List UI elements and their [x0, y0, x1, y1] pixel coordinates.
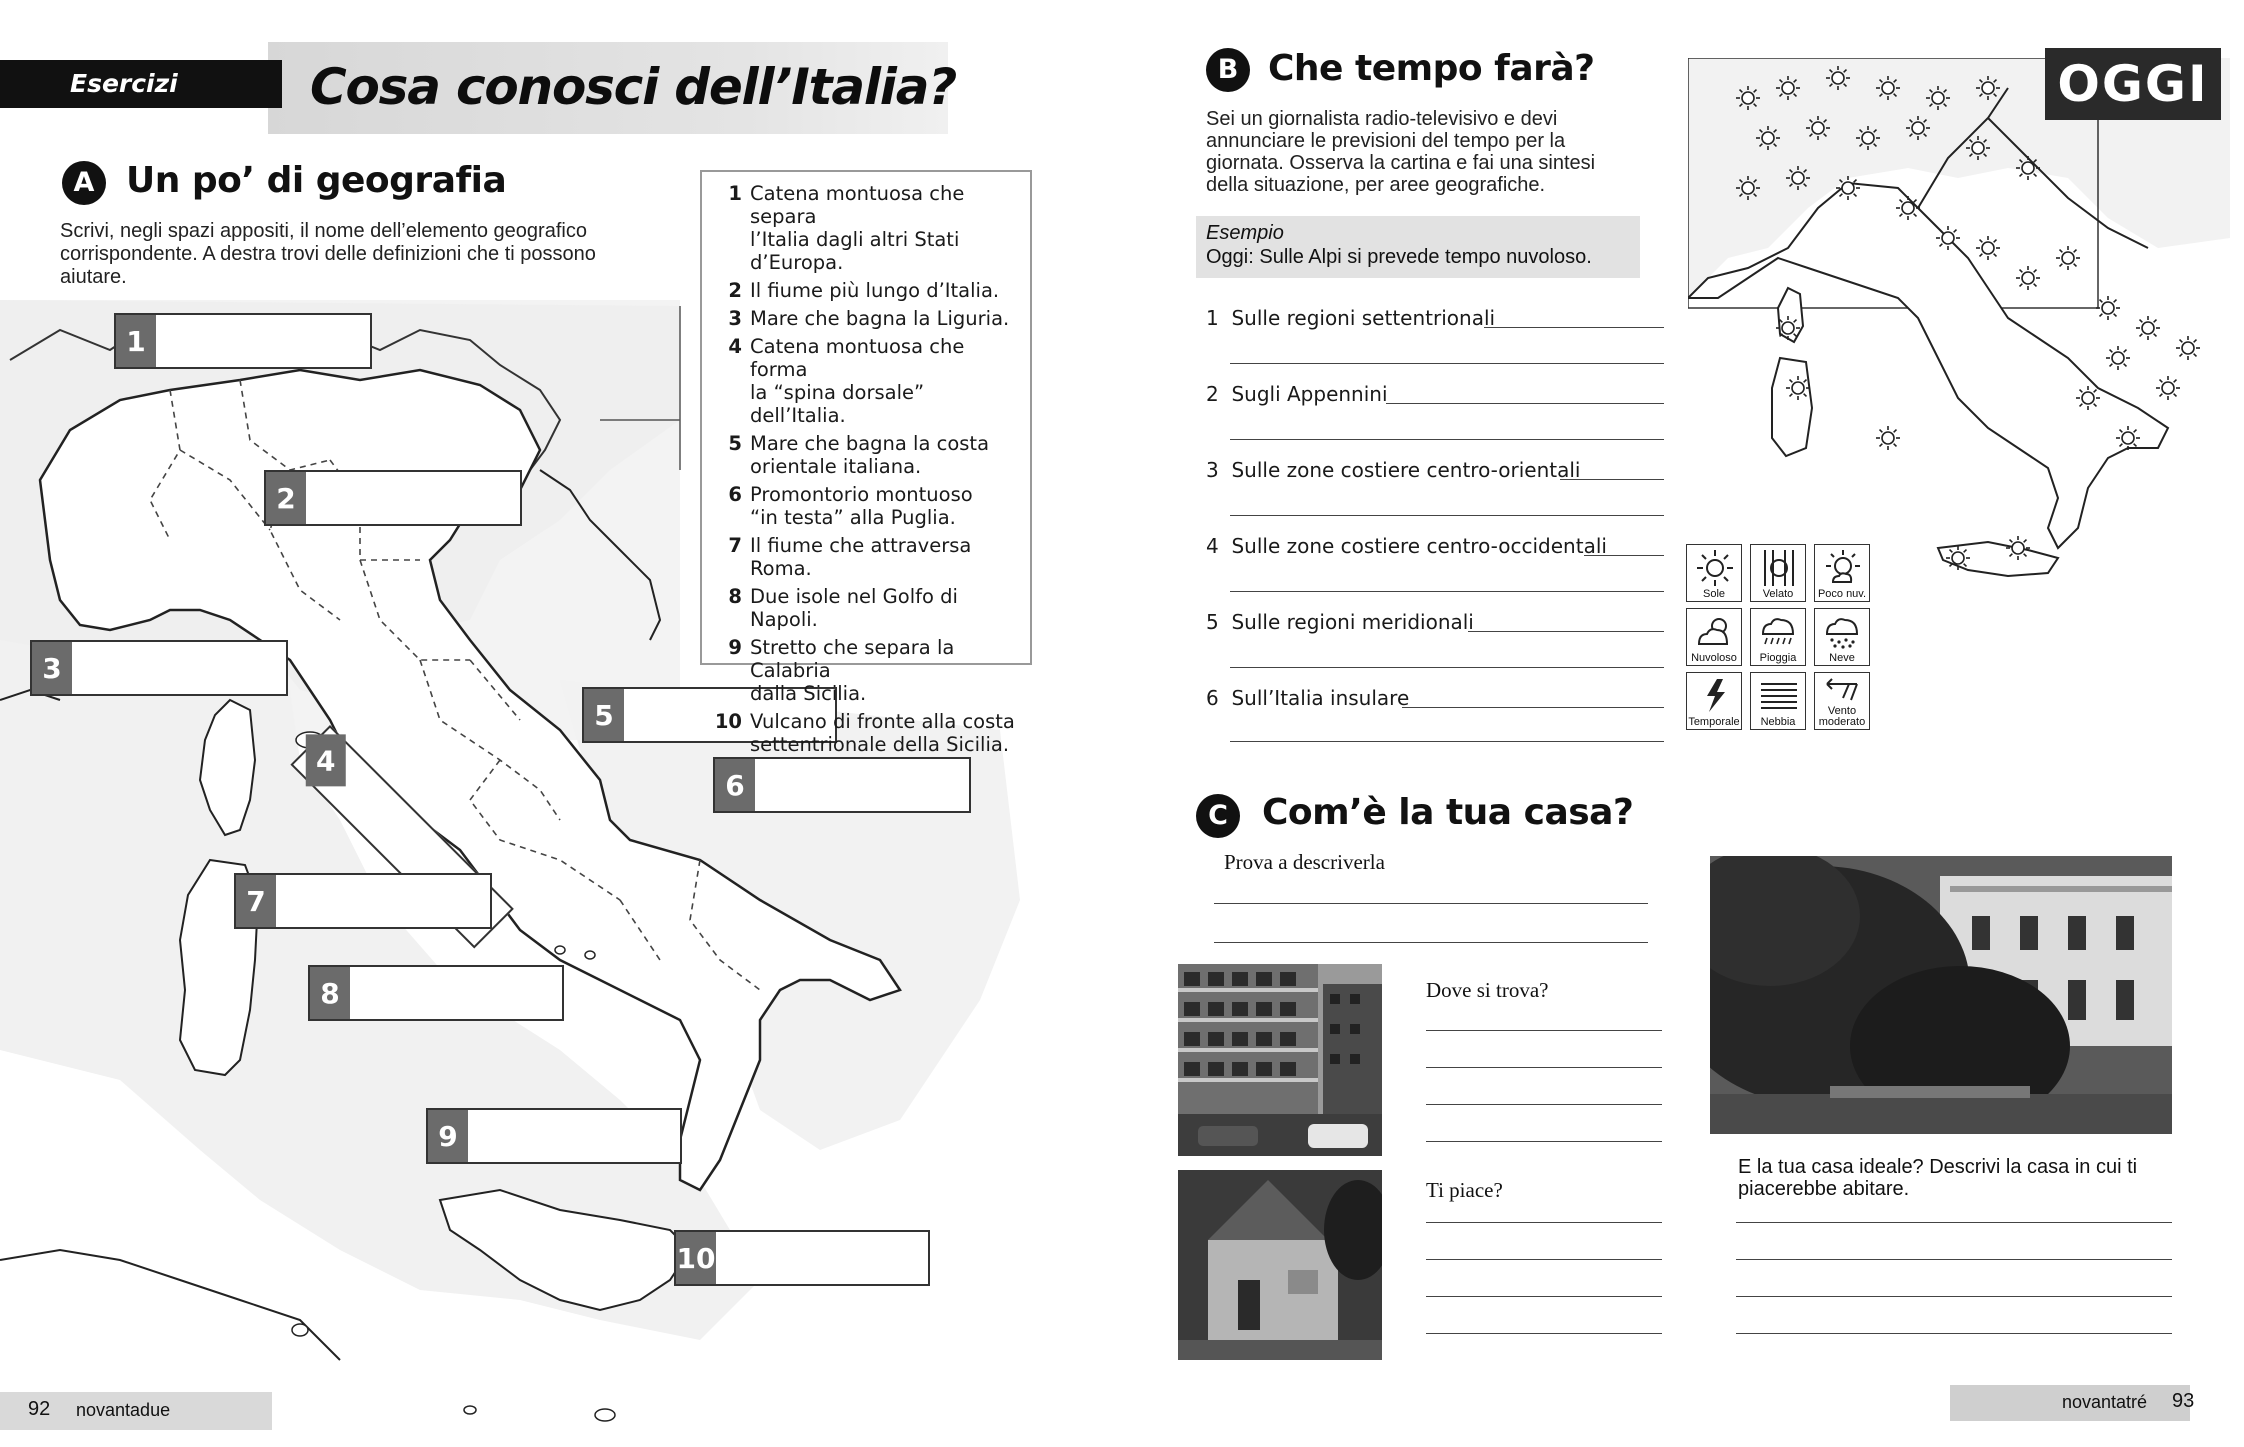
section-a-instructions: Scrivi, negli spazi appositi, il nome dell’elemento geografico corrispondente. A destra trovi delle definizioni che ti possono aiutare. — [60, 220, 596, 288]
section-c-title: Com’è la tua casa? — [1262, 792, 1634, 833]
map-label-3 — [30, 640, 288, 696]
partly-cloudy-icon — [1823, 548, 1863, 588]
answer-line[interactable] — [1484, 327, 1664, 328]
answer-line[interactable] — [1426, 1141, 1662, 1142]
map-label-1 — [114, 313, 372, 369]
map-label-input[interactable] — [276, 875, 490, 927]
answer-line[interactable] — [1426, 1333, 1662, 1334]
section-a-badge: A — [62, 161, 106, 205]
weather-sun-symbol — [1946, 546, 1970, 570]
answer-line[interactable] — [1736, 1222, 2172, 1223]
answer-line[interactable] — [1230, 515, 1664, 516]
section-c-badge: C — [1196, 794, 1240, 838]
weather-sun-symbol — [1806, 116, 1830, 140]
answer-line[interactable] — [1468, 631, 1664, 632]
weather-sun-symbol — [1966, 136, 1990, 160]
storm-icon — [1695, 676, 1735, 716]
weather-sun-symbol — [2016, 156, 2040, 180]
legend-cloudy: Nuvoloso — [1686, 608, 1742, 666]
map-label-input[interactable] — [156, 315, 370, 367]
rustic-house-photo — [1178, 1170, 1382, 1360]
section-b-badge: B — [1206, 48, 1250, 92]
answer-line[interactable] — [1584, 555, 1664, 556]
legend-fog: Nebbia — [1750, 672, 1806, 730]
legend-partly: Poco nuv. — [1814, 544, 1870, 602]
example-label: Esempio — [1206, 222, 1284, 244]
map-label-input[interactable] — [306, 472, 520, 524]
weather-sun-symbol — [1936, 226, 1960, 250]
apartment-building-photo — [1178, 964, 1382, 1156]
question-like: Ti piace? — [1426, 1178, 1503, 1202]
definition-item: 10 Vulcano di fronte alla costa settentrionale della Sicilia. — [714, 710, 1015, 756]
section-a-title: Un po’ di geografia — [126, 160, 507, 201]
map-label-number: 10 — [676, 1232, 716, 1284]
answer-line[interactable] — [1230, 439, 1664, 440]
weather-item: 6 Sull’Italia insulare — [1206, 686, 1410, 710]
map-label-9 — [426, 1108, 682, 1164]
weather-item: 2 Sugli Appennini — [1206, 382, 1388, 406]
section-b-title: Che tempo farà? — [1268, 48, 1595, 89]
answer-line[interactable] — [1736, 1296, 2172, 1297]
weather-sun-symbol — [1736, 176, 1760, 200]
answer-line[interactable] — [1386, 403, 1664, 404]
wind-icon — [1823, 676, 1863, 706]
weather-sun-symbol — [1786, 376, 1810, 400]
answer-line[interactable] — [1426, 1030, 1662, 1031]
answer-line[interactable] — [1426, 1296, 1662, 1297]
map-label-8 — [308, 965, 564, 1021]
weather-sun-symbol — [1926, 86, 1950, 110]
map-label-input[interactable] — [716, 1232, 928, 1284]
weather-item: 5 Sulle regioni meridionali — [1206, 610, 1474, 634]
definition-item: 9 Stretto che separa la Calabria dalla Sicilia. — [728, 636, 955, 705]
page-word-left: novantadue — [76, 1400, 171, 1420]
example-text: Oggi: Sulle Alpi si prevede tempo nuvoloso. — [1206, 246, 1592, 268]
legend-wind: Vento moderato — [1814, 672, 1870, 730]
legend-storm: Temporale — [1686, 672, 1742, 730]
weather-item: 1 Sulle regioni settentrionali — [1206, 306, 1496, 330]
answer-line[interactable] — [1214, 903, 1648, 904]
map-label-input[interactable] — [468, 1110, 680, 1162]
weather-sun-symbol — [1736, 86, 1760, 110]
weather-sun-symbol — [2136, 316, 2160, 340]
map-label-number: 1 — [116, 315, 156, 367]
weather-sun-symbol — [2106, 346, 2130, 370]
map-label-number: 4 — [306, 734, 346, 786]
veiled-sun-icon — [1759, 548, 1799, 588]
weather-sun-symbol — [2006, 536, 2030, 560]
weather-sun-symbol — [2096, 296, 2120, 320]
question-ideal-house: E la tua casa ideale? Descrivi la casa in cui ti piacerebbe abitare. — [1738, 1156, 2138, 1200]
weather-sun-symbol — [1836, 176, 1860, 200]
definitions-box — [700, 170, 1032, 756]
section-b-instructions: Sei un giornalista radio-televisivo e devi annunciare le previsioni del tempo per la giornata. Osserva la cartina e fai una sintesi della situazione, per aree geografiche. — [1206, 108, 1596, 196]
page-number-right: 93 — [2172, 1390, 2195, 1412]
map-label-number: 9 — [428, 1110, 468, 1162]
sun-icon — [1695, 548, 1735, 588]
weather-sun-symbol — [2016, 266, 2040, 290]
map-label-input[interactable] — [350, 967, 562, 1019]
answer-line[interactable] — [1426, 1104, 1662, 1105]
fog-icon — [1759, 676, 1799, 716]
weather-sun-symbol — [2076, 386, 2100, 410]
answer-line[interactable] — [1402, 707, 1664, 708]
weather-sun-symbol — [1976, 236, 2000, 260]
weather-sun-symbol — [1906, 116, 1930, 140]
weather-map — [1688, 58, 2230, 578]
definition-item: 5 Mare che bagna la costa orientale italiana. — [728, 432, 990, 478]
definition-item: 3 Mare che bagna la Liguria. — [728, 307, 1010, 330]
cloudy-icon — [1695, 612, 1735, 652]
legend-snow: Neve — [1814, 608, 1870, 666]
snow-icon — [1823, 612, 1863, 652]
map-label-7 — [234, 873, 492, 929]
answer-line[interactable] — [1230, 591, 1664, 592]
question-where: Dove si trova? — [1426, 978, 1549, 1002]
weather-sun-symbol — [2156, 376, 2180, 400]
weather-sun-symbol — [2116, 426, 2140, 450]
map-label-number: 8 — [310, 967, 350, 1019]
weather-sun-symbol — [1786, 166, 1810, 190]
weather-sun-symbol — [1856, 126, 1880, 150]
weather-sun-symbol — [1826, 66, 1850, 90]
weather-sun-symbol — [1776, 76, 1800, 100]
page-title: Cosa conosci dell’Italia? — [310, 58, 957, 116]
answer-line[interactable] — [1230, 363, 1664, 364]
answer-line[interactable] — [1230, 667, 1664, 668]
answer-line[interactable] — [1736, 1333, 2172, 1334]
map-label-number: 2 — [266, 472, 306, 524]
map-label-input[interactable] — [72, 642, 286, 694]
answer-line[interactable] — [1426, 1067, 1662, 1068]
map-label-number: 3 — [32, 642, 72, 694]
rain-icon — [1759, 612, 1799, 652]
weather-sun-symbol — [1756, 126, 1780, 150]
answer-line[interactable] — [1560, 479, 1664, 480]
answer-line[interactable] — [1230, 741, 1664, 742]
weather-sun-symbol — [1876, 426, 1900, 450]
map-label-number: 6 — [715, 759, 755, 811]
legend-veiled: Velato — [1750, 544, 1806, 602]
answer-line[interactable] — [1736, 1259, 2172, 1260]
definition-item: 8 Due isole nel Golfo di Napoli. — [728, 585, 958, 631]
map-label-10 — [674, 1230, 930, 1286]
page-word-right: novantatré — [2062, 1392, 2148, 1412]
map-label-number: 7 — [236, 875, 276, 927]
villa-photo — [1710, 856, 2172, 1134]
map-label-number: 5 — [584, 689, 624, 741]
definition-item: 4 Catena montuosa che forma la “spina dorsale” dell’Italia. — [728, 335, 965, 427]
map-label-input[interactable] — [755, 759, 969, 811]
weather-item: 3 Sulle zone costiere centro-orientali — [1206, 458, 1581, 482]
answer-line[interactable] — [1214, 942, 1648, 943]
weather-sun-symbol — [2056, 246, 2080, 270]
answer-line[interactable] — [1426, 1222, 1662, 1223]
definition-item: 1 Catena montuosa che separa l’Italia dagli altri Stati d’Europa. — [728, 182, 965, 274]
esercizi-tab: Esercizi — [0, 60, 282, 108]
legend-sun: Sole — [1686, 544, 1742, 602]
weather-sun-symbol — [1976, 76, 2000, 100]
map-label-2 — [264, 470, 522, 526]
legend-rain: Pioggia — [1750, 608, 1806, 666]
section-c-prompt: Prova a descriverla — [1224, 850, 1385, 874]
definition-item: 6 Promontorio montuoso “in testa” alla Puglia. — [728, 483, 973, 529]
weather-sun-symbol — [1896, 196, 1920, 220]
weather-sun-symbol — [2176, 336, 2200, 360]
today-badge: OGGI — [2045, 48, 2221, 120]
weather-sun-symbol — [1876, 76, 1900, 100]
definition-item: 7 Il fiume che attraversa Roma. — [728, 534, 972, 580]
page-number-left: 92 — [28, 1398, 51, 1420]
map-label-6 — [713, 757, 971, 813]
weather-sun-symbol — [1776, 316, 1800, 340]
definition-item: 2 Il fiume più lungo d’Italia. — [728, 279, 1000, 302]
answer-line[interactable] — [1426, 1259, 1662, 1260]
weather-item: 4 Sulle zone costiere centro-occidentali — [1206, 534, 1607, 558]
